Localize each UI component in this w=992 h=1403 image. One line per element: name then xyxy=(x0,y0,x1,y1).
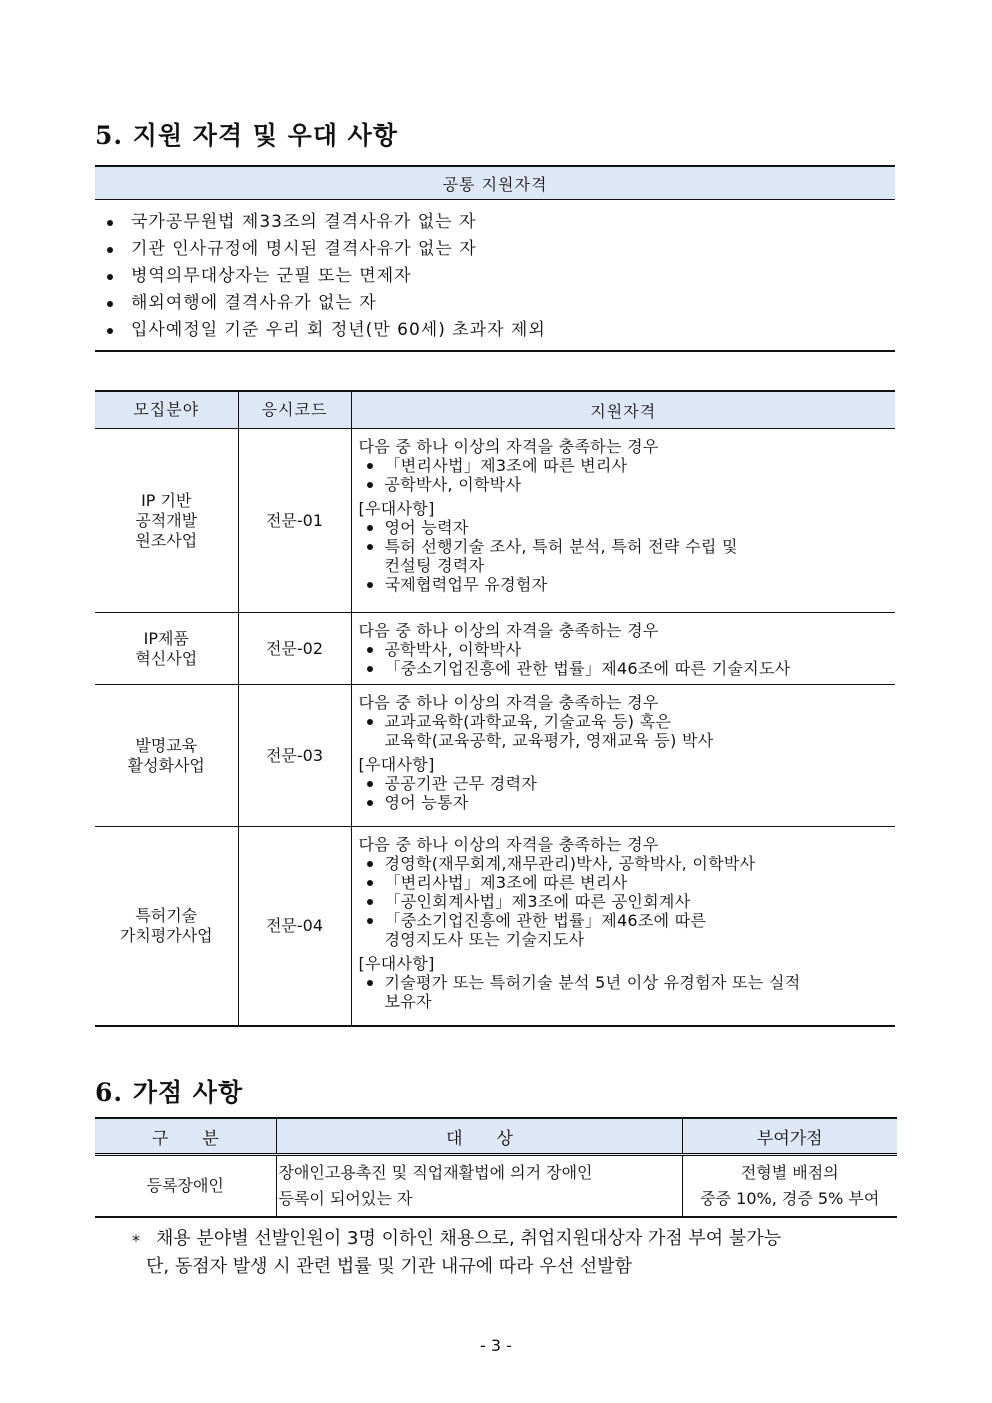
bullet-item: 「변리사법」제3조에 따른 변리사 xyxy=(359,873,888,892)
preference-heading: [우대사항] xyxy=(358,499,435,518)
bullet-item: 「공인회계사법」제3조에 따른 공인회계사 xyxy=(359,892,888,911)
bullet-item: 특허 선행기술 조사, 특허 분석, 특허 전략 수립 및 xyxy=(359,537,888,556)
field-line: 발명교육 xyxy=(135,735,198,755)
qualification-heading: 다음 중 하나 이상의 자격을 충족하는 경우 xyxy=(358,693,659,712)
bullet-item: 「중소기업진흥에 관한 법률」제46조에 따른 기술지도사 xyxy=(359,659,888,678)
field-cell xyxy=(95,827,238,1026)
footnote-mark: * xyxy=(132,1231,140,1250)
field-line: 가치평가사업 xyxy=(119,925,213,945)
cell-line: 전형별 배점의 xyxy=(740,1163,839,1182)
qualification-cell xyxy=(351,685,895,827)
bullet-item: 영어 능통자 xyxy=(359,793,888,812)
list-item: 기관 인사규정에 명시된 결격사유가 없는 자 xyxy=(95,236,895,263)
cell-line: 등록이 되어있는 자 xyxy=(278,1189,413,1208)
table-row xyxy=(95,429,895,613)
column-header: 대 상 xyxy=(276,1118,682,1155)
field-cell xyxy=(95,685,238,827)
qualification-cell xyxy=(351,429,895,613)
preference-heading: [우대사항] xyxy=(358,954,435,973)
field-cell xyxy=(95,613,238,685)
bullet-item: 영어 능력자 xyxy=(359,518,888,537)
list-item: 병역의무대상자는 군필 또는 면제자 xyxy=(95,263,895,290)
preference-heading: [우대사항] xyxy=(358,755,435,774)
field-line: IP제품 xyxy=(143,628,189,648)
bullet-continuation: 교육학(교육공학, 교육평가, 영재교육 등) 박사 xyxy=(384,731,714,750)
footnote xyxy=(132,1225,782,1281)
qualification-heading: 다음 중 하나 이상의 자격을 충족하는 경우 xyxy=(358,621,659,640)
qualification-heading: 다음 중 하나 이상의 자격을 충족하는 경우 xyxy=(358,437,659,456)
bullet-item: 경영학(재무회계,재무관리)박사, 공학박사, 이학박사 xyxy=(359,854,888,873)
code-cell: 전문-04 xyxy=(238,827,351,1026)
divider xyxy=(95,350,895,352)
section-5-title: 5. 지원 자격 및 우대 사항 xyxy=(95,121,398,150)
column-header: 부여가점 xyxy=(682,1118,897,1155)
category-cell: 등록장애인 xyxy=(95,1155,276,1218)
bullet-item: 공공기관 근무 경력자 xyxy=(359,774,888,793)
qualifications-table xyxy=(95,390,895,1027)
column-header: 모집분야 xyxy=(95,391,238,429)
points-cell xyxy=(682,1155,897,1218)
page-number: - 3 - xyxy=(480,1336,512,1355)
field-line: IP 기반 xyxy=(141,490,192,510)
bullet-item: 공학박사, 이학박사 xyxy=(359,640,888,659)
table-row xyxy=(95,827,895,1026)
common-qualifications-header: 공통 지원자격 xyxy=(95,165,895,200)
bullet-item: 「변리사법」제3조에 따른 변리사 xyxy=(359,456,888,475)
code-cell: 전문-02 xyxy=(238,613,351,685)
table-row xyxy=(95,613,895,685)
list-item: 국가공무원법 제33조의 결격사유가 없는 자 xyxy=(95,209,895,236)
section-6-title: 6. 가점 사항 xyxy=(95,1078,244,1107)
field-line: 혁신사업 xyxy=(135,648,198,668)
bullet-item: 교과교육학(과학교육, 기술교육 등) 혹은 xyxy=(359,712,888,731)
list-item: 해외여행에 결격사유가 없는 자 xyxy=(95,290,895,317)
bullet-continuation: 컨설팅 경력자 xyxy=(384,556,485,575)
code-cell: 전문-01 xyxy=(238,429,351,613)
field-line: 활성화사업 xyxy=(127,755,205,775)
cell-line: 장애인고용촉진 및 직업재활법에 의거 장애인 xyxy=(278,1163,593,1182)
bullet-item: 공학박사, 이학박사 xyxy=(359,475,888,494)
target-cell xyxy=(276,1155,682,1218)
table-row xyxy=(95,685,895,827)
footnote-line: 채용 분야별 선발인원이 3명 이하인 채용으로, 취업지원대상자 가점 부여 불가능 xyxy=(156,1228,782,1249)
cell-line: 중증 10%, 경증 5% 부여 xyxy=(700,1189,880,1208)
footnote-line: 단, 동점자 발생 시 관련 법률 및 기관 내규에 따라 우선 선발함 xyxy=(146,1256,632,1277)
code-cell: 전문-03 xyxy=(238,685,351,827)
field-line: 원조사업 xyxy=(135,530,198,550)
qualification-cell xyxy=(351,827,895,1026)
bullet-continuation: 보유자 xyxy=(384,992,432,1011)
field-line: 특허기술 xyxy=(135,905,198,925)
bonus-points-table xyxy=(95,1117,897,1218)
column-header: 응시코드 xyxy=(238,391,351,429)
bullet-item: 「중소기업진흥에 관한 법률」제46조에 따른 xyxy=(359,911,888,930)
field-line: 공적개발 xyxy=(135,510,198,530)
bullet-continuation: 경영지도사 또는 기술지도사 xyxy=(384,930,585,949)
field-cell xyxy=(95,429,238,613)
bullet-item: 기술평가 또는 특허기술 분석 5년 이상 유경험자 또는 실적 xyxy=(359,973,888,992)
column-header: 지원자격 xyxy=(351,391,895,429)
qualification-cell xyxy=(351,613,895,685)
column-header: 구 분 xyxy=(95,1118,276,1155)
qualification-heading: 다음 중 하나 이상의 자격을 충족하는 경우 xyxy=(358,835,659,854)
bullet-item: 국제협력업무 유경험자 xyxy=(359,575,888,594)
common-qualifications-list xyxy=(95,209,895,344)
table-row xyxy=(95,1155,897,1218)
list-item: 입사예정일 기준 우리 회 정년(만 60세) 초과자 제외 xyxy=(95,317,895,344)
